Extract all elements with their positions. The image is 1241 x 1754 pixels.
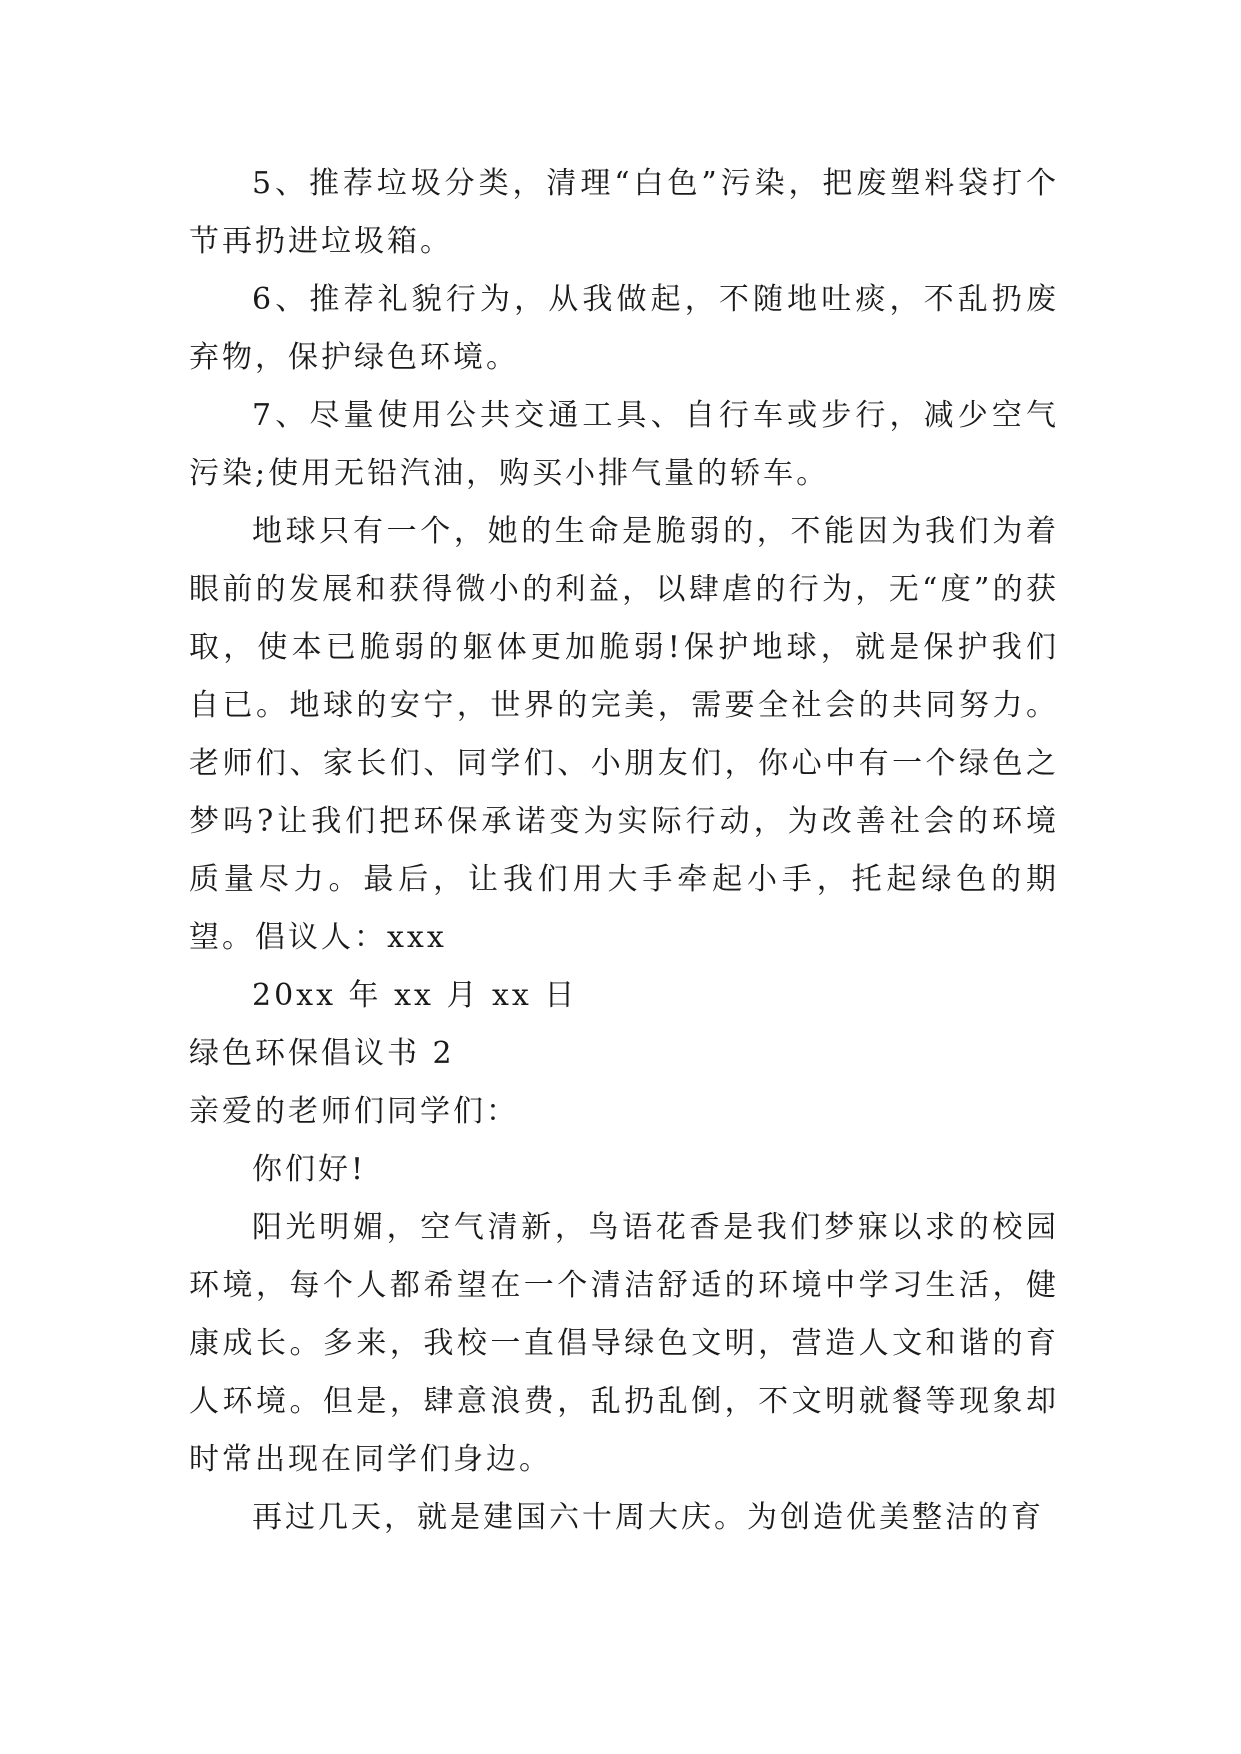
- paragraph-item-6: 6、推荐礼貌行为，从我做起，不随地吐痰，不乱扔废弃物，保护绿色环境。: [189, 282, 1059, 375]
- greeting: 你们好!: [252, 1152, 367, 1187]
- paragraph-campus-environment: 阳光明媚，空气清新，鸟语花香是我们梦寐以求的校园环境，每个人都希望在一个清洁舒适的环境中学习生活，健康成长。多来，我校一直倡导绿色文明，营造人文和谐的育人环境。但是，肆意浪费，乱扔乱倒，不文明就餐等现象却时常出现在同学们身边。: [189, 1210, 1059, 1477]
- paragraph-earth-appeal: 地球只有一个，她的生命是脆弱的，不能因为我们为着眼前的发展和获得微小的利益，以肆虐的行为，无“度”的获取，使本已脆弱的躯体更加脆弱!保护地球，就是保护我们自已。地球的安宁，世界的完美，需要全社会的共同努力。老师们、家长们、同学们、小朋友们，你心中有一个绿色之梦吗?让我们把环保承诺变为实际行动，为改善社会的环境质量尽力。最后，让我们用大手牵起小手，托起绿色的期望。倡议人：xxx: [189, 514, 1059, 955]
- date-line: 20xx 年 xx 月 xx 日: [252, 978, 578, 1013]
- paragraph-anniversary: 再过几天，就是建国六十周大庆。为创造优美整洁的育: [252, 1500, 1044, 1535]
- paragraph-item-5: 5、推荐垃圾分类，清理“白色”污染，把废塑料袋打个节再扔进垃圾箱。: [189, 166, 1059, 259]
- section-title: 绿色环保倡议书 2: [189, 1036, 455, 1071]
- salutation: 亲爱的老师们同学们：: [189, 1094, 519, 1129]
- document-body: [189, 155, 1059, 1547]
- paragraph-item-7: 7、尽量使用公共交通工具、自行车或步行，减少空气污染;使用无铅汽油，购买小排气量的轿车。: [189, 398, 1059, 491]
